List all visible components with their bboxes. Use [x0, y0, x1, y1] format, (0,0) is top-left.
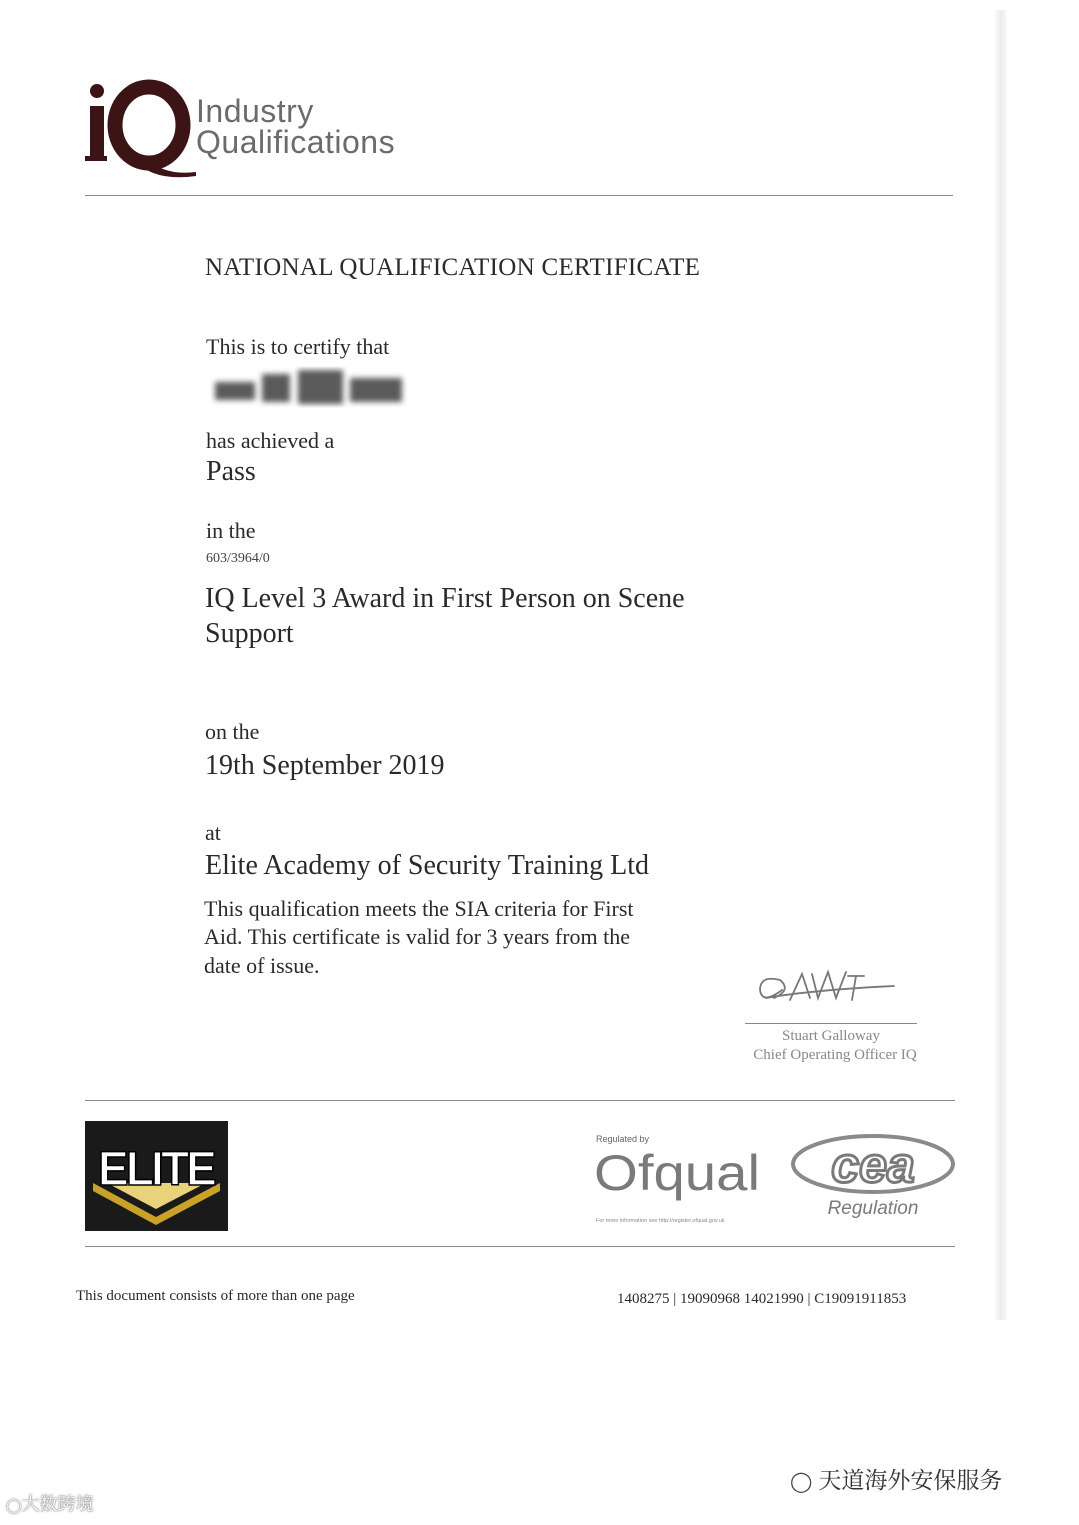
signatory-name: Stuart Galloway — [782, 1028, 880, 1044]
redacted-name — [210, 366, 410, 414]
watermark-right-text: 天道海外安保服务 — [818, 1468, 1003, 1494]
in-the-text: in the — [206, 518, 256, 543]
watermark-right — [790, 1462, 1002, 1495]
elite-logo-text: ELITE — [98, 1143, 216, 1196]
footer-page-note: This document consists of more than one page — [76, 1288, 355, 1304]
footer-reference-numbers: 1408275 | 19090968 14021990 | C19091911853 — [617, 1291, 907, 1307]
cea-logo — [788, 1130, 958, 1220]
iq-logo-mark — [84, 78, 196, 184]
header-divider — [85, 195, 953, 196]
centre-name: Elite Academy of Security Training Ltd — [205, 850, 650, 881]
elite-emblem — [85, 1121, 228, 1231]
ofqual-register-note: For more information see http://register.ofqual.gov.uk — [596, 1218, 725, 1224]
signatory-role: Chief Operating Officer IQ — [753, 1047, 917, 1063]
result-value: Pass — [206, 456, 256, 487]
logo-line-qualifications: Qualifications — [196, 124, 396, 160]
qualification-code: 603/3964/0 — [206, 551, 270, 566]
signature-line — [745, 1023, 917, 1024]
watermark-logo-icon: ◯ — [6, 1498, 22, 1514]
certify-text: This is to certify that — [206, 334, 390, 359]
page-edge-shadow — [995, 10, 1007, 1320]
footer-divider-bottom — [85, 1246, 955, 1247]
iq-logo-text — [196, 93, 396, 160]
on-the-text: on the — [205, 719, 260, 744]
footer-divider-top — [85, 1100, 955, 1101]
logo-line-industry: Industry — [196, 93, 314, 129]
watermark-left-text: 大数跨境 — [21, 1494, 94, 1515]
note-line1: This qualification meets the SIA criteria for First — [204, 896, 634, 921]
ofqual-logo — [594, 1130, 764, 1225]
elite-logo — [85, 1121, 228, 1231]
cea-regulation: Regulation — [827, 1198, 919, 1219]
certificate-title: NATIONAL QUALIFICATION CERTIFICATE — [205, 254, 701, 281]
achieved-text: has achieved a — [206, 428, 335, 453]
watermark-left — [6, 1490, 94, 1516]
wechat-icon: ◯ — [790, 1469, 813, 1493]
cea-wordmark: cea — [831, 1137, 915, 1193]
award-date: 19th September 2019 — [205, 750, 445, 781]
at-text: at — [205, 820, 221, 845]
qualification-title-line2: Support — [205, 618, 294, 649]
note-line3: date of issue. — [204, 953, 320, 978]
signature-image — [752, 960, 902, 1015]
note-line2: Aid. This certificate is valid for 3 years from the — [204, 924, 631, 949]
ofqual-regulated-by: Regulated by — [596, 1134, 650, 1144]
ofqual-wordmark: Ofqual — [594, 1145, 760, 1201]
qualification-title-line1: IQ Level 3 Award in First Person on Scene — [205, 583, 685, 614]
